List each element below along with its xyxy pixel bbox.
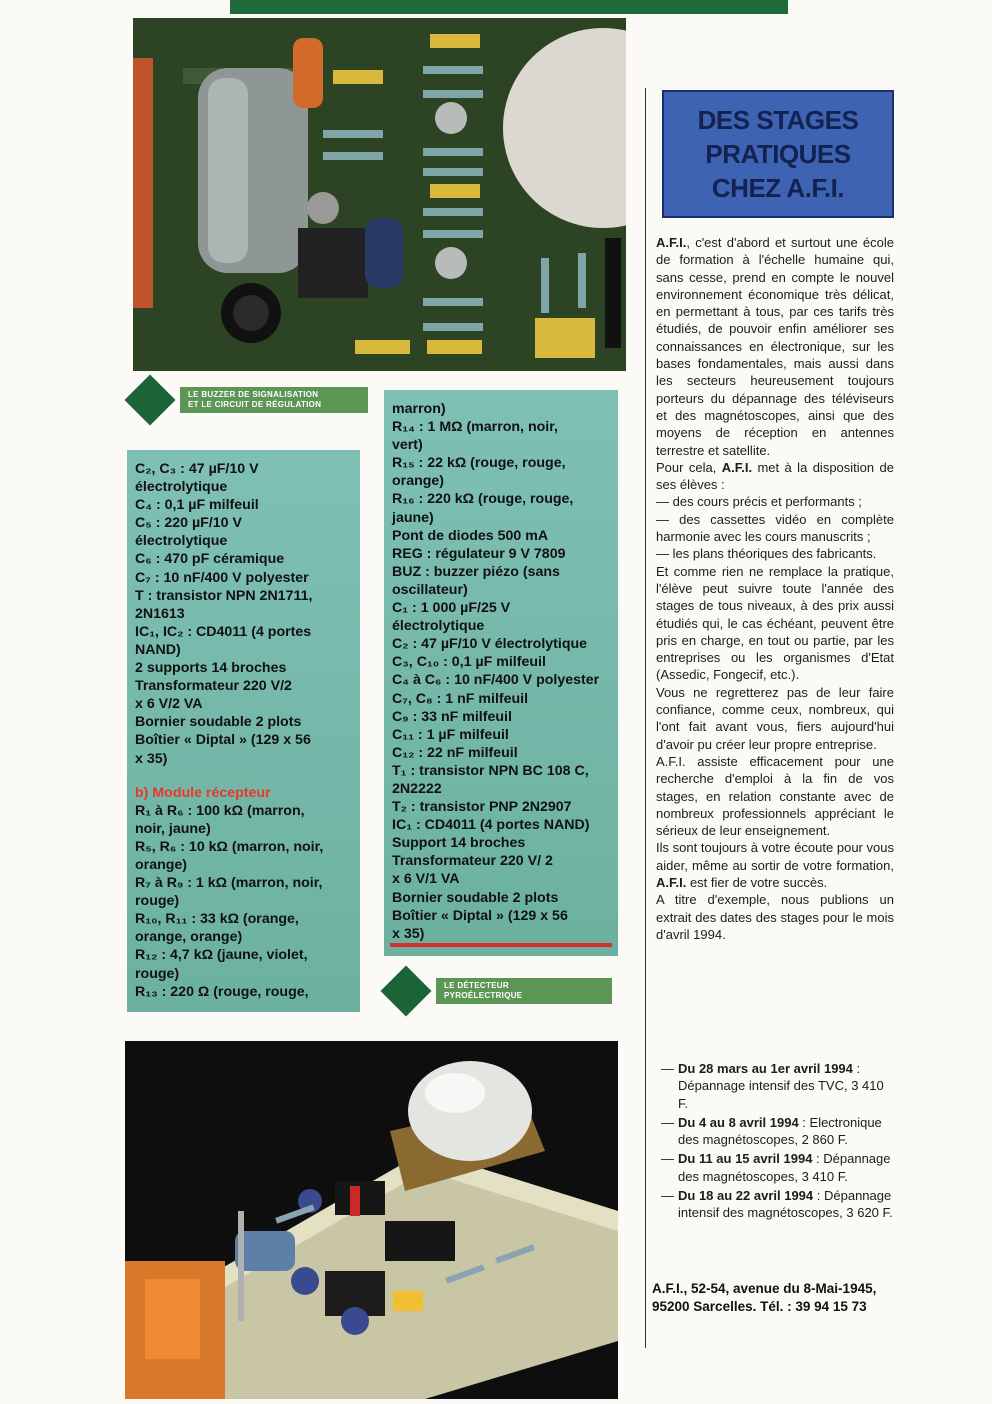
parts-line: jaune) (392, 509, 434, 526)
diamond-bullet-icon (381, 966, 432, 1017)
parts-line: R₁₄ : 1 MΩ (marron, noir, (392, 419, 558, 436)
sidebar-article (656, 234, 894, 943)
parts-list-right (384, 390, 618, 956)
article-paragraph-4: Vous ne regretterez pas de leur faire confiance, comme ceux, nombreux, qui l'ont fait avant vous, fiers aujourd'hui d'avoir pu créer leur propre entreprise. (656, 684, 894, 752)
parts-line: T₂ : transistor PNP 2N2907 (392, 799, 572, 816)
diamond-bullet-icon (125, 375, 176, 426)
parts-line: C₁₁ : 1 µF milfeuil (392, 726, 509, 743)
paragraph-text: Pour cela, (656, 459, 722, 475)
parts-line: Boîtier « Diptal » (129 x 56 (392, 907, 568, 924)
parts-line: Bornier soudable 2 plots (135, 714, 302, 731)
date-item: — Du 28 mars au 1er avril 1994 : Dépannage intensif des TVC, 3 410 F. (661, 1061, 884, 1111)
parts-line: électrolytique (392, 618, 485, 635)
parts-line: x 6 V/2 VA (135, 696, 203, 713)
date-desc: : Dépannage des magnétoscopes, 3 410 F. (678, 1151, 891, 1184)
parts-line: x 6 V/1 VA (392, 871, 460, 888)
pyroelectric-detector-photo (125, 1041, 618, 1399)
date-item: — Du 11 au 15 avril 1994 : Dépannage des magnétoscopes, 3 410 F. (661, 1151, 891, 1184)
article-paragraph-1 (656, 234, 894, 459)
contact-address: A.F.I., 52-54, avenue du 8-Mai-1945, 95200 Sarcelles. Tél. : 39 94 15 73 (652, 1281, 877, 1314)
parts-line: C₉ : 33 nF milfeuil (392, 708, 512, 725)
bullet-item: — des cours précis et performants ; (656, 494, 862, 510)
parts-line: 2N1613 (135, 605, 185, 622)
parts-line: vert) (392, 437, 423, 454)
parts-line: orange) (135, 856, 188, 873)
parts-line: Transformateur 220 V/2 (135, 678, 292, 695)
parts-line: x 35) (135, 750, 168, 767)
detector-board-illustration (125, 1041, 618, 1399)
paragraph-text: met à la disposition de ses élèves : (656, 459, 894, 493)
parts-line: C₄ : 0,1 µF milfeuil (135, 497, 259, 514)
afi-bold: A.F.I. (656, 874, 687, 890)
circuit-board-photo (133, 18, 626, 371)
article-paragraph-2 (656, 459, 894, 494)
sidebar-rule (645, 88, 646, 1348)
circuit-board-illustration (133, 18, 626, 371)
parts-line: C₁ : 1 000 µF/25 V (392, 600, 511, 617)
afi-bold: A.F.I. (721, 459, 753, 475)
parts-line: Boîtier « Diptal » (129 x 56 (135, 732, 311, 749)
bullet-item: — les plans théoriques des fabricants. (656, 546, 877, 562)
parts-subheading: b) Module récepteur (135, 784, 271, 801)
sidebar-title-line-2: PRATIQUES (705, 139, 851, 169)
stage-dates-list (648, 1058, 894, 1222)
article-paragraph-6 (656, 839, 894, 891)
parts-line: Support 14 broches (392, 835, 526, 852)
parts-line: R₅, R₆ : 10 kΩ (marron, noir, (135, 838, 324, 855)
parts-line: 2N2222 (392, 780, 442, 797)
article-paragraph-7: A titre d'exemple, nous publions un extrait des dates des stages pour le mois d'avril 1994. (656, 892, 894, 942)
parts-line: orange) (392, 473, 445, 490)
bullet-item: — des cassettes vidéo en complète harmonie avec les cours manuscrits ; (656, 511, 894, 545)
parts-line: R₁₂ : 4,7 kΩ (jaune, violet, (135, 947, 308, 964)
date-desc: : Electronique des magnétoscopes, 2 860 F. (678, 1114, 882, 1148)
parts-line: Transformateur 220 V/ 2 (392, 853, 553, 870)
sidebar-title-line-3: CHEZ A.F.I. (711, 173, 845, 203)
parts-line: oscillateur) (392, 581, 468, 598)
parts-line: R₁₆ : 220 kΩ (rouge, rouge, (392, 491, 574, 508)
detector-caption (388, 973, 612, 1009)
date-range: Du 4 au 8 avril 1994 (678, 1114, 799, 1130)
parts-list-left (127, 450, 360, 1012)
parts-line: BUZ : buzzer piézo (sans (392, 563, 560, 580)
circuit-caption-line-2: ET LE CIRCUIT DE RÉGULATION (188, 400, 322, 409)
parts-line: marron) (392, 401, 446, 417)
parts-line: C₇, C₈ : 1 nF milfeuil (392, 690, 529, 707)
parts-line: REG : régulateur 9 V 7809 (392, 545, 566, 562)
date-item: — Du 4 au 8 avril 1994 : Electronique des magnétoscopes, 2 860 F. (661, 1114, 882, 1148)
red-separator-line (390, 943, 612, 947)
parts-line: rouge) (135, 893, 180, 910)
paragraph-text: , c'est d'abord et surtout une école de formation à l'échelle humaine qui, sans cesse, prend en compte le nouvel environnement économique très délicat, en permettant à tous, par ces tarifs très étudiés, de pouvoir enfin améliorer ses connaissances en électronique, sur les bases fondamentales, mais aussi dans les secteurs heureusement toujours porteurs du dépannage des téléviseurs et des magnétoscopes, ainsi que des moyens de réception en antennes terrestre et satellite. (656, 235, 894, 458)
parts-line: électrolytique (135, 479, 228, 496)
parts-line: noir, jaune) (135, 820, 211, 837)
parts-line: C₄ à C₆ : 10 nF/400 V polyester (392, 672, 600, 689)
date-desc: : Dépannage intensif des TVC, 3 410 F. (678, 1061, 884, 1111)
detector-caption-line-1: LE DÉTECTEUR (444, 981, 509, 990)
parts-line: C₁₂ : 22 nF milfeuil (392, 744, 518, 761)
parts-line: C₇ : 10 nF/400 V polyester (135, 569, 309, 586)
parts-line: C₂, C₃ : 47 µF/10 V (135, 461, 259, 477)
parts-line: rouge) (135, 965, 180, 982)
parts-line: R₇ à R₉ : 1 kΩ (marron, noir, (135, 875, 323, 892)
parts-line: T₁ : transistor NPN BC 108 C, (392, 762, 589, 779)
parts-line: R₁₃ : 220 Ω (rouge, rouge, (135, 983, 309, 1000)
parts-line: T : transistor NPN 2N1711, (135, 587, 313, 604)
parts-line: C₅ : 220 µF/10 V (135, 515, 242, 532)
date-range: Du 11 au 15 avril 1994 (678, 1151, 813, 1167)
date-range: Du 18 au 22 avril 1994 (678, 1188, 814, 1204)
parts-line: orange, orange) (135, 929, 243, 946)
parts-line: R₁ à R₆ : 100 kΩ (marron, (135, 802, 305, 819)
date-item: — Du 18 au 22 avril 1994 : Dépannage intensif des magnétoscopes, 3 620 F. (661, 1188, 893, 1221)
paragraph-text: Ils sont toujours à votre écoute pour vous aider, même au sortir de votre formation, (656, 840, 894, 873)
circuit-caption-line-1: LE BUZZER DE SIGNALISATION (188, 390, 319, 399)
top-color-bar (230, 0, 788, 14)
parts-line: R₁₅ : 22 kΩ (rouge, rouge, (392, 455, 566, 472)
sidebar-title-line-1: DES STAGES (697, 105, 859, 135)
parts-line: IC₁ : CD4011 (4 portes NAND) (392, 817, 590, 834)
parts-line: C₃, C₁₀ : 0,1 µF milfeuil (392, 654, 546, 671)
parts-line: C₂ : 47 µF/10 V électrolytique (392, 636, 588, 653)
parts-line: C₆ : 470 pF céramique (135, 551, 285, 568)
sidebar-title-box (662, 90, 894, 218)
afi-bold: A.F.I. (656, 235, 687, 250)
paragraph-text: est fier de votre succès. (686, 874, 828, 890)
parts-line: électrolytique (135, 533, 228, 550)
parts-line: x 35) (392, 925, 425, 942)
date-range: Du 28 mars au 1er avril 1994 (678, 1061, 853, 1076)
parts-line: NAND) (135, 641, 181, 658)
detector-caption-line-2: PYROÉLECTRIQUE (444, 991, 523, 1000)
parts-line: 2 supports 14 broches (135, 660, 287, 677)
date-desc: : Dépannage intensif des magnétoscopes, 3 620 F. (678, 1188, 893, 1221)
parts-line: Pont de diodes 500 mA (392, 527, 549, 544)
parts-line: IC₁, IC₂ : CD4011 (4 portes (135, 623, 312, 640)
parts-line: R₁₀, R₁₁ : 33 kΩ (orange, (135, 911, 299, 928)
article-paragraph-5: A.F.I. assiste efficacement pour une recherche d'emploi à la fin de vos stages, en relation constante avec de nombreux professionnels appréciant le sérieux de leur enseignement. (656, 753, 894, 839)
article-paragraph-3: Et comme rien ne remplace la pratique, l'élève peut suivre toute l'année des stages de tous niveaux, à des prix aussi étudiés qui, le cas échéant, peuvent être pris en charge, en tout ou partie, par les entreprises ou les organismes d'Etat (Assedic, Fongecif, etc.). (656, 563, 894, 683)
circuit-caption (132, 382, 368, 418)
parts-line: Bornier soudable 2 plots (392, 889, 559, 906)
